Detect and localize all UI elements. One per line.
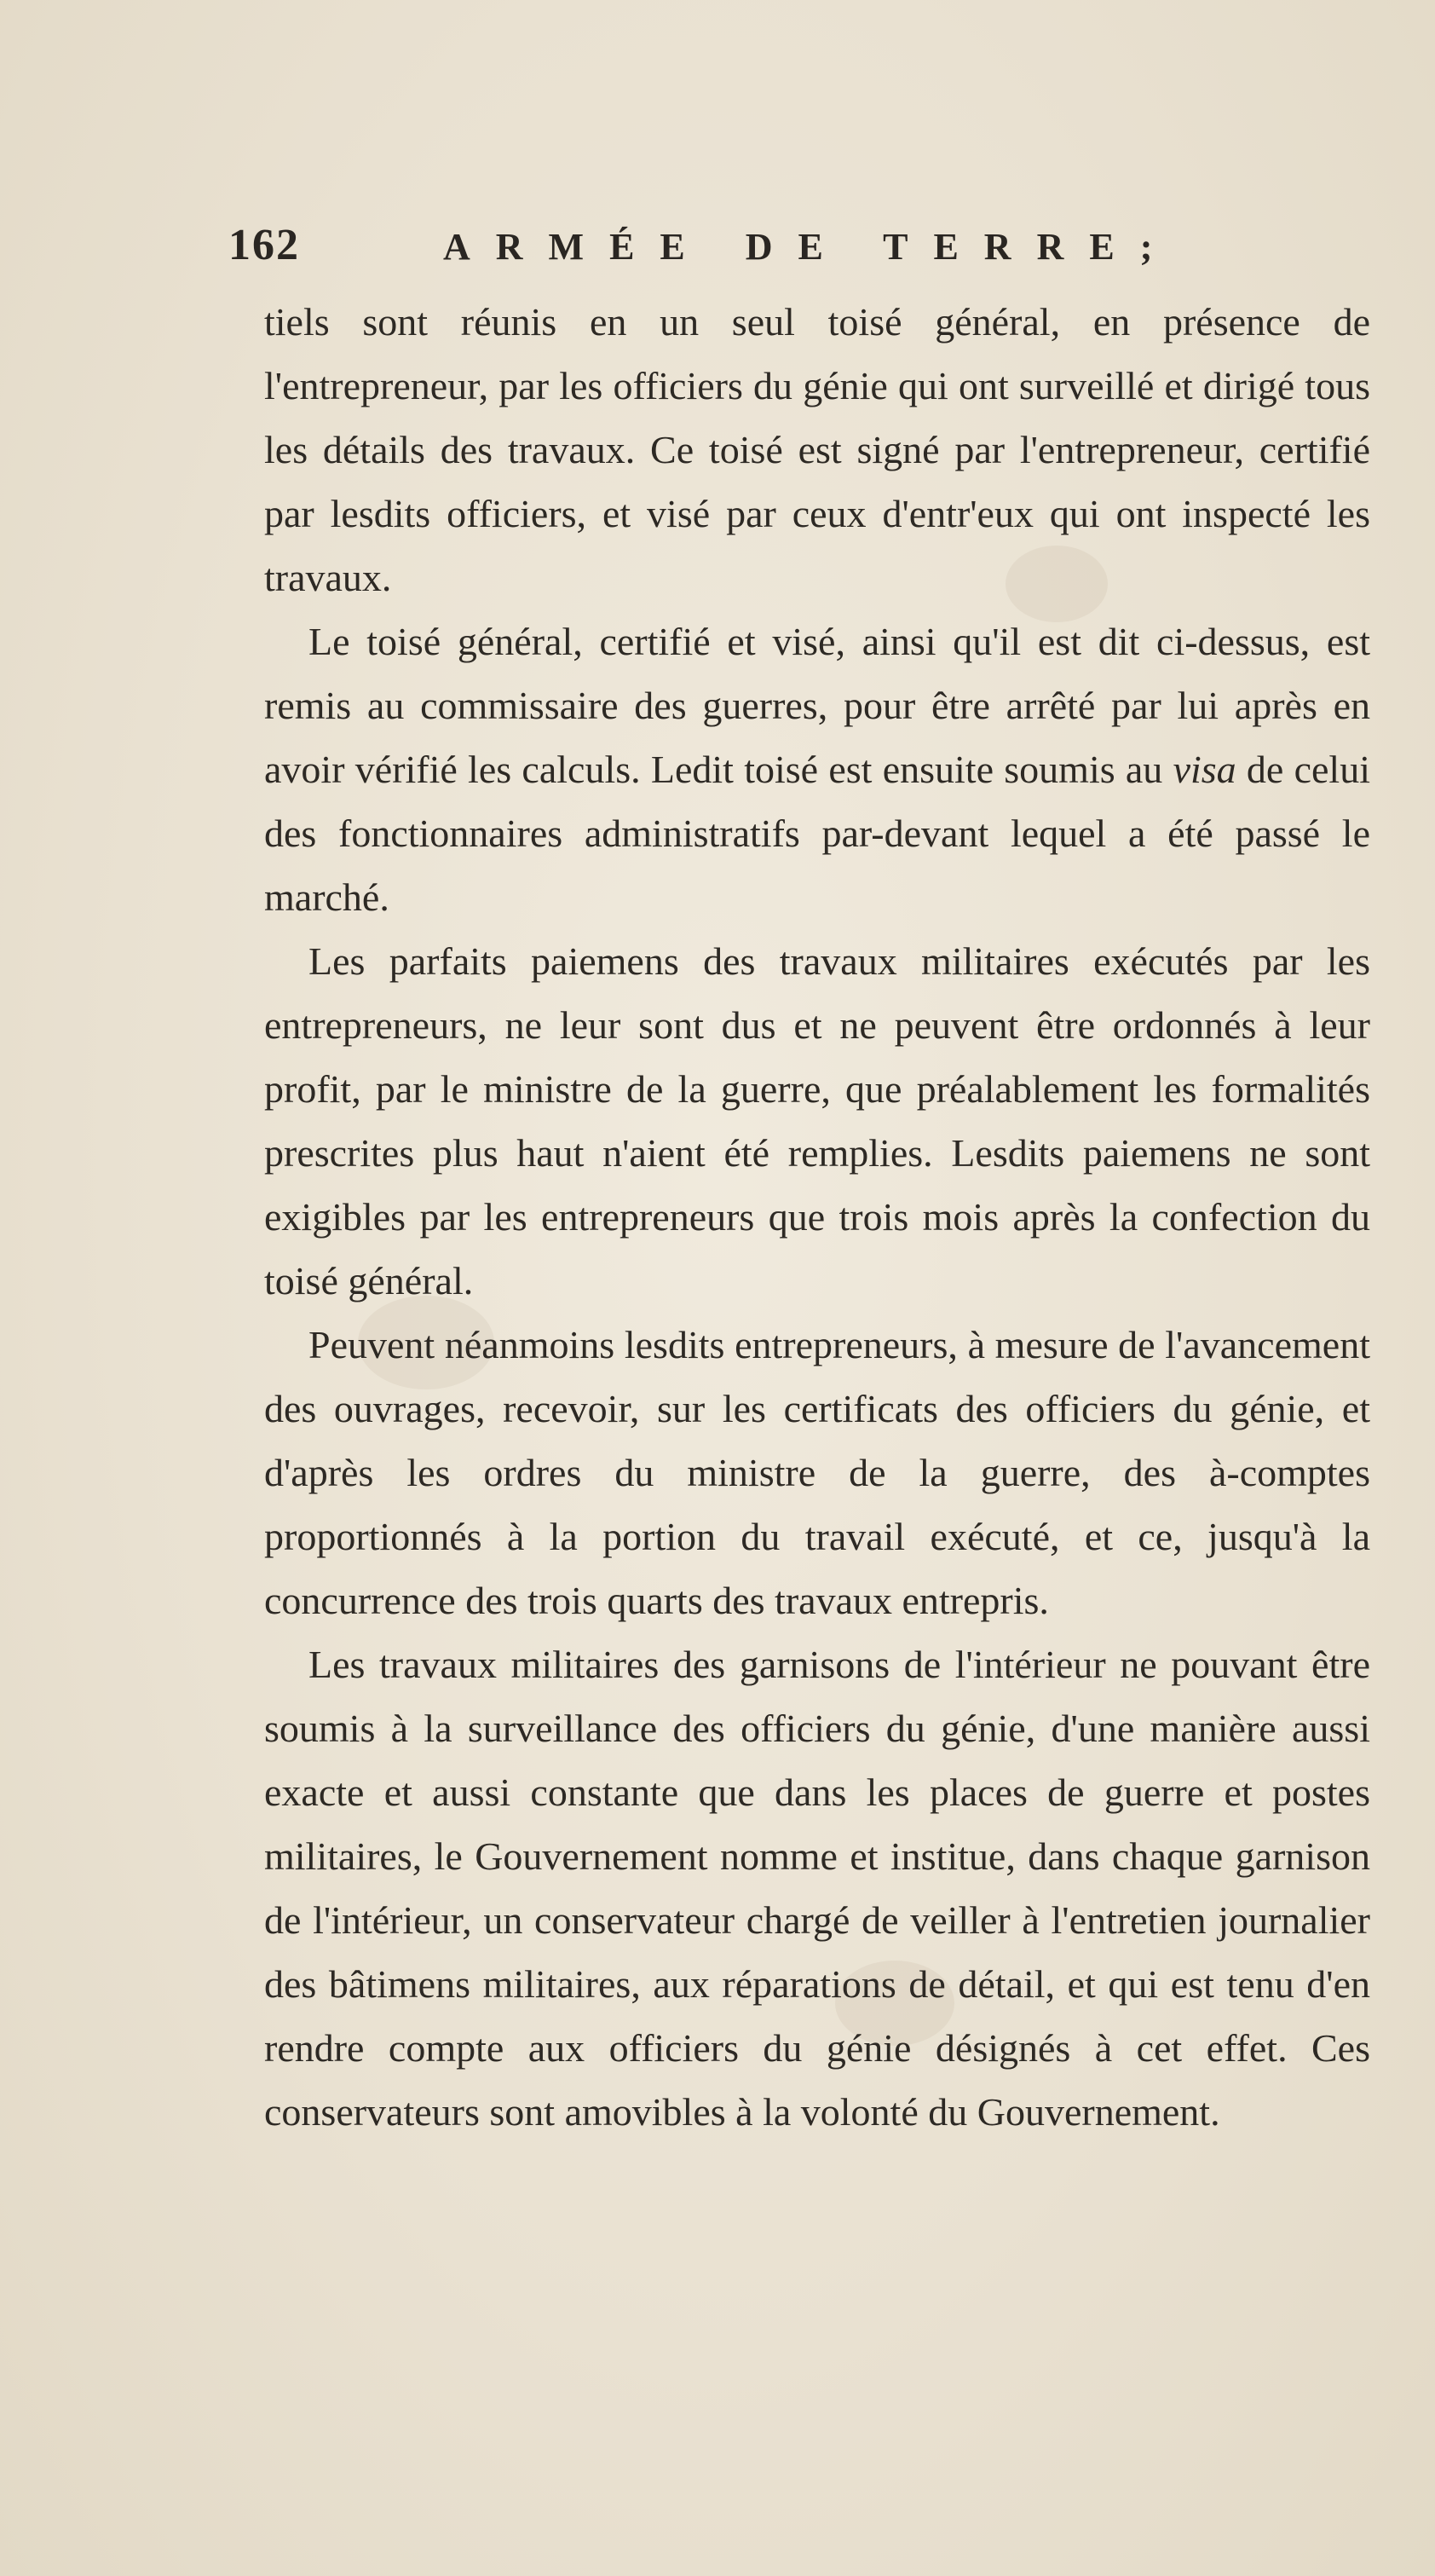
paragraph-4-text: Peuvent néanmoins lesdits entrepreneurs, à mesure de l'avancement des ouvrages, recevoir, sur les certificats des officiers du génie, et d'après les ordres du ministre de la guerre, des à-comptes proportionnés à la portion du travail exécuté, et ce, jusqu'à la concurrence des trois quarts des travaux entrepris.: [264, 1323, 1370, 1622]
body-text: [264, 290, 1370, 2144]
paragraph-2-text-start: Le toisé général, certifié et visé, ainsi qu'il est dit ci-dessus, est remis au commissaire des guerres, pour être arrêté par lui après en avoir vérifié les calculs. Ledit toisé est ensuite soumis au: [264, 620, 1370, 791]
paragraph-5-text: Les travaux militaires des garnisons de l'intérieur ne pouvant être soumis à la surveillance des officiers du génie, d'une manière aussi exacte et aussi constante que dans les places de guerre et postes militaires, le Gouvernement nomme et institue, dans chaque garnison de l'intérieur, un conservateur chargé de veiller à l'entretien journalier des bâtimens militaires, aux réparations de détail, et qui est tenu d'en rendre compte aux officiers du génie désignés à cet effet. Ces conservateurs sont amovibles à la volonté du Gouvernement.: [264, 1643, 1370, 2134]
running-head: ARMÉE DE TERRE;: [443, 226, 1179, 268]
paragraph-3: [264, 929, 1370, 1313]
page-header: [228, 213, 1370, 290]
page-number: 162: [228, 221, 300, 269]
paragraph-2-italic-term: visa: [1173, 748, 1236, 791]
paragraph-2: [264, 609, 1370, 929]
paragraph-3-text: Les parfaits paiemens des travaux militaires exécutés par les entrepreneurs, ne leur sont dus et ne peuvent être ordonnés à leur profit, par le ministre de la guerre, que préalablement les formalités prescrites plus haut n'aient été remplies. Lesdits paiemens ne sont exigibles par les entrepreneurs que trois mois après la confection du toisé général.: [264, 939, 1370, 1302]
paragraph-1: [264, 290, 1370, 609]
paragraph-1-text: tiels sont réunis en un seul toisé général, en présence de l'entrepreneur, par les officiers du génie qui ont surveillé et dirigé tous les détails des travaux. Ce toisé est signé par l'entrepreneur, certifié par lesdits officiers, et visé par ceux d'entr'eux qui ont inspecté les travaux.: [264, 300, 1370, 599]
paragraph-4: [264, 1313, 1370, 1632]
paragraph-5: [264, 1632, 1370, 2144]
paragraph-2-text-end: de celui des fonctionnaires administratifs par-devant lequel a été passé le marché.: [264, 748, 1370, 919]
